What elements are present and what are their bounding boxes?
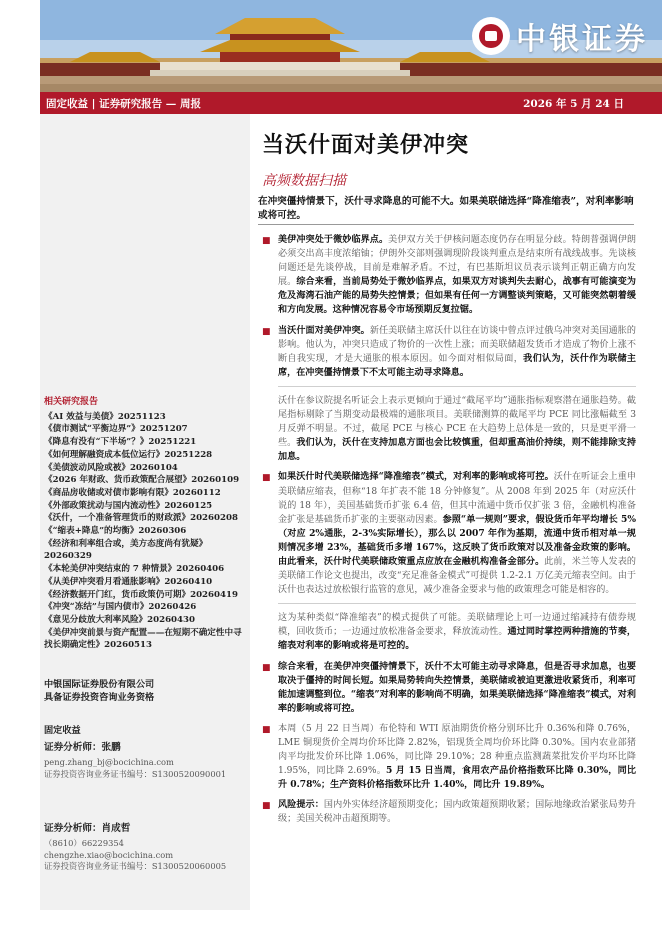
square-bullet-icon: ■ xyxy=(262,473,271,484)
related-report-item[interactable]: 《2026 年财政、货币政策配合展望》20260109 xyxy=(44,475,240,486)
bullet-lead: 风险提示： xyxy=(278,799,324,811)
bullet-body: 这为某种类似“降准缩表”的模式提供了可能。美联储理论上可一边通过缩减持有债券规模，回收货币；一边通过放松准备金要求，释放流动性。 xyxy=(278,613,636,638)
related-report-item[interactable]: 《冲突“冻结”与国内债市》20260426 xyxy=(44,602,197,613)
bullet-item xyxy=(262,324,636,380)
summary: 在冲突僵持情景下，沃什寻求降息的可能不大。如果美联储选择“降准缩表”，对利率影响或将可控。 xyxy=(258,196,634,221)
analyst-card xyxy=(44,742,254,780)
bullet-item xyxy=(262,233,636,318)
bullet-body: 美伊双方关于伊核问题态度仍存在明显分歧。特朗普强调伊朗必须交出高丰度浓缩铀；伊朗外交部则强调现阶段谈判重点是结束所有战线战事。先谈核问题还是先谈停战，目前是难解矛盾。不过，有巴基斯坦议员表示谈判正朝正确方向发展。 xyxy=(278,235,636,288)
related-report-item[interactable]: 《“缩表+降息”的均衡》20260306 xyxy=(44,526,187,537)
analyst-cert: 证券投资咨询业务证书编号：S1300520060005 xyxy=(44,861,227,872)
related-report-item[interactable]: 《意见分歧放大利率风险》20260430 xyxy=(44,614,195,625)
related-report-item[interactable]: 《降息有没有“下半场”？》20251221 xyxy=(44,437,197,448)
square-bullet-icon: ■ xyxy=(262,662,271,673)
analyst-email[interactable]: peng.zhang_bj@bocichina.com xyxy=(44,756,174,767)
bullet-item xyxy=(262,722,636,792)
bullet-item xyxy=(262,798,636,826)
bullet-emphasis: 我们认为，沃什在支持加息方面也会比较慎重，但却重高油价持续，则不能排除支持加息。 xyxy=(278,437,636,463)
related-report-item[interactable]: 《美伊冲突前景与资产配置——在短期不确定性中寻找长期确定性》20260513 xyxy=(44,627,242,651)
related-report-item[interactable]: 《经济和利率组合或，美方态度尚有犹疑》20260329 xyxy=(44,538,208,562)
bullet-body: 沃什在参议院提名听证会上表示更倾向于通过“截尾平均”通胀指标观察潜在通胀趋势。截尾指标剔除了当期变动最极端的通胀项目。美联储测算的截尾平均 PCE 同比涨幅截至 3 月反弹不明显。不过，截尾 PCE 与核心 PCE 在大趋势上总体是一致的，只是更平滑一些。 xyxy=(278,395,636,449)
related-report-item[interactable]: 《沃什，一个准备管理货币的财政派》20260208 xyxy=(44,513,238,524)
bullet-list xyxy=(262,233,636,833)
square-bullet-icon: ■ xyxy=(262,326,271,337)
bullet-body: 国内外实体经济超预期变化；国内政策超预期收紧；国际地缘政治紧张局势升级；美国关税冲击超预期等。 xyxy=(278,800,636,825)
analyst-card xyxy=(44,823,254,873)
company-logo[interactable] xyxy=(472,14,648,58)
analyst-phone: （8610）66229354 xyxy=(44,837,124,848)
bullet-item xyxy=(262,660,636,716)
report-meta-bar xyxy=(40,92,662,114)
logo-text: 中银证券 xyxy=(516,22,648,57)
analyst-email[interactable]: chengzhe.xiao@bocichina.com xyxy=(44,849,174,860)
bullet-lead: 美伊冲突处于微妙临界点。 xyxy=(278,234,389,245)
bullet-body: 新任美联储主席沃什以往在访谈中曾点评过俄乌冲突对美国通胀的影响。他认为，冲突只造成了物价的一次性上涨；而美联储超发货币才造成了物价上涨不断自我实现，才是大通胀的根本原因。如今面对相似局面， xyxy=(278,325,636,364)
square-bullet-icon: ■ xyxy=(262,801,271,812)
bank-of-china-coin-icon xyxy=(472,17,510,55)
bullet-lead: 如果沃什时代美联储选择“降准缩表”模式，对利率的影响或将可控。 xyxy=(278,471,554,483)
bullet-item xyxy=(262,611,636,653)
related-reports xyxy=(44,396,248,652)
bullet-item xyxy=(262,394,636,464)
company-info xyxy=(44,678,248,704)
related-report-item[interactable]: 《AI 效益与美债》20251123 xyxy=(44,411,166,422)
bullet-lead: 当沃什面对美伊冲突。 xyxy=(278,324,370,336)
related-report-item[interactable]: 《从美伊冲突看月看通胀影响》20260410 xyxy=(44,576,213,587)
bullet-emphasis: 5 月 15 日当周，食用农产品价格指数环比降 0.30%，同比升 0.78%；生产资料价格指数环比升 1.40%，同比升 19.89%。 xyxy=(278,765,637,791)
square-bullet-icon: ■ xyxy=(262,236,271,246)
related-report-item[interactable]: 《本轮美伊冲突结束的 7 种情景》20260406 xyxy=(44,564,225,575)
header-banner xyxy=(40,0,662,92)
bullet-item xyxy=(262,470,636,597)
analyst-name: 证券分析师：肖成哲 xyxy=(44,823,131,834)
divider xyxy=(278,386,636,387)
company-name: 中银国际证券股份有限公司 xyxy=(44,679,155,690)
bullet-emphasis: 我们认为，沃什作为联储主席，在冲突僵持情景下不太可能主动寻求降息。 xyxy=(278,352,636,378)
square-bullet-icon: ■ xyxy=(262,724,271,735)
related-report-item[interactable]: 《债市测试“平衡边界”》20251207 xyxy=(44,424,188,435)
company-qualification: 具备证券投资咨询业务资格 xyxy=(44,692,155,703)
related-report-item[interactable]: 《外部政策扰动与国内流动性》20260125 xyxy=(44,500,213,511)
bullet-body: 沃什在听证会上重申美联储应缩表，但称“18 年扩表不能 18 分钟修复”。从 2008 年到 2025 年（对应沃什说的 18 年），美国基础货币扩张 6.4 倍，但其中流通中货币仅扩张 3 倍，金融机构准备金扩张是基础货币扩张的主要驱动因素。 xyxy=(278,472,636,525)
related-reports-title: 相关研究报告 xyxy=(44,397,99,407)
analyst-name: 证券分析师：张鹏 xyxy=(44,742,121,753)
page-subtitle: 高频数据扫描 xyxy=(262,173,346,189)
related-report-item[interactable]: 《如何理解融资成本低位运行》20251228 xyxy=(44,449,213,460)
report-category: 固定收益 xyxy=(44,725,81,736)
related-report-item[interactable]: 《经济数据开门红，货币政策仍可期》20260419 xyxy=(44,589,238,600)
divider xyxy=(258,224,634,225)
analyst-cert: 证券投资咨询业务证书编号：S1300520090001 xyxy=(44,768,227,779)
report-type: 固定收益 | 证券研究报告 — 周报 xyxy=(46,97,201,110)
bullet-body: 本周（5 月 22 日当周）布伦特和 WTI 原油期货价格分别环比升 0.36%和降 0.76%，LME 铜现货价全周均价环比降 2.82%，铝现货全周均价环比降 0.30%。国内农业部猪肉平均批发价环比降 1.06%，同比降 29.10%；28 种重点监测蔬菜批发价平均环比降 1.95%，同比降 2.69%。 xyxy=(278,723,636,777)
bullet-emphasis: 参照“单一规则”要求，假设货币年平均增长 5%（对应 2%通胀，2-3%实际增长），那么以 2007 年作为基期，流通中货币相对单一规则情况多增 23%，基础货币多增 167%，这反映了货币政策对以及准备金政策的影响。由此看来，沃什时代美联储政策重点应放在金融机构准备金部分。 xyxy=(278,513,636,567)
bullet-emphasis: 综合来看，当前局势处于微妙临界点，如果双方对谈判失去耐心，战事有可能演变为危及海湾石油产能的局势失控情景；但如果有任何一方调整谈判策略，又可能突然朝着缓和方向发展。这种情况容易令市场预期反复拉锯。 xyxy=(278,276,636,316)
related-report-item[interactable]: 《商品房收储或对债市影响有限》20260112 xyxy=(44,487,221,498)
report-date: 2026 年 5 月 24 日 xyxy=(523,97,624,110)
bullet-tail: 此前，米兰等人发表的美联储工作论文也提出，改变“充足准备金模式”可提供 1.2-2.1 万亿美元缩表空间。由于沃什也表达过放松银行监管的意见，减少准备金要求与他的政策理念可能是相容的。 xyxy=(278,556,636,596)
page-title: 当沃什面对美伊冲突 xyxy=(262,132,470,158)
related-report-item[interactable]: 《美债波动风险或被》20260104 xyxy=(44,462,178,473)
bullet-emphasis: 通过同时掌控两种措施的节奏，缩表对利率的影响或将是可控的。 xyxy=(278,626,636,652)
divider xyxy=(278,603,636,604)
bullet-lead: 综合来看，在美伊冲突僵持情景下，沃什不太可能主动寻求降息，但是否寻求加息，也要取决于僵持的时间长短。如果局势转向失控情景，美联储或被迫更激进收紧货币，利率可能加速调整到位。“缩表”对利率的影响尚不明确，如果美联储选择“降准缩表”模式，对利率的影响或将可控。 xyxy=(278,660,636,714)
